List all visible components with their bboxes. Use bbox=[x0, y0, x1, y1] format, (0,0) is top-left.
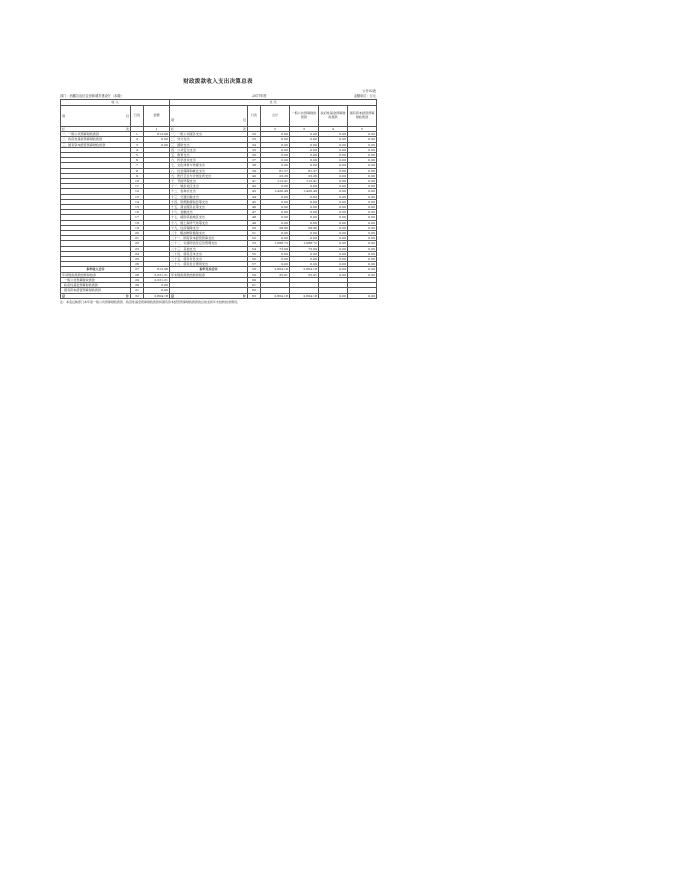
income-line: 17 bbox=[131, 215, 144, 220]
expense-general: 0.00 bbox=[290, 262, 319, 267]
expense-general: 0.00 bbox=[290, 215, 319, 220]
expense-fund: 0.00 bbox=[319, 184, 348, 189]
income-item: 一、一般公共预算财政拨款 bbox=[61, 132, 131, 137]
expense-total: 0.00 bbox=[261, 257, 290, 262]
expense-line: 50 bbox=[248, 225, 261, 230]
expense-fund: 0.00 bbox=[319, 231, 348, 236]
expense-general: 0.00 bbox=[290, 163, 319, 168]
expense-general: 112.41 bbox=[290, 179, 319, 184]
expense-fund: 0.00 bbox=[319, 179, 348, 184]
carry-line: 29 bbox=[131, 277, 144, 282]
income-line: 18 bbox=[131, 220, 144, 225]
income-line: 24 bbox=[131, 251, 144, 256]
expense-general: 81.37 bbox=[290, 168, 319, 173]
expense-line: 36 bbox=[248, 153, 261, 158]
income-total-label: 本年收入合计 bbox=[61, 267, 131, 272]
expense-item: 二十一、国有资本经营预算支出 bbox=[170, 236, 248, 241]
expense-item: 十六、金融支出 bbox=[170, 210, 248, 215]
expense-line: 33 bbox=[248, 137, 261, 142]
expense-general: 73.09 bbox=[290, 246, 319, 251]
expense-line: 57 bbox=[248, 262, 261, 267]
expense-total: 0.00 bbox=[261, 184, 290, 189]
grand-total-expense-label bbox=[170, 293, 248, 298]
carry-expense-general: 35.01 bbox=[290, 272, 319, 277]
expense-total: 112.41 bbox=[261, 179, 290, 184]
expense-total: 0.00 bbox=[261, 199, 290, 204]
expense-line: 40 bbox=[248, 173, 261, 178]
expense-line: 35 bbox=[248, 147, 261, 152]
unit-name: 部门：西藏自治区住房和城乡建设厅（本级） bbox=[60, 94, 124, 98]
report-sheet bbox=[60, 78, 376, 304]
expense-line: 51 bbox=[248, 231, 261, 236]
income-total-amount: 812.98 bbox=[144, 267, 170, 272]
expense-line: 42 bbox=[248, 184, 261, 189]
expense-general: 0.00 bbox=[290, 184, 319, 189]
col-number: 5 bbox=[348, 127, 377, 132]
expense-total: 0.00 bbox=[261, 137, 290, 142]
grand-total-text: 计 bbox=[242, 293, 246, 298]
carry-amount: 2,231.21 bbox=[144, 272, 170, 277]
income-line: 15 bbox=[131, 205, 144, 210]
expense-item: 十八、国土海洋气象等支出 bbox=[170, 220, 248, 225]
expense-capital: 0.00 bbox=[348, 262, 377, 267]
col-label-left bbox=[61, 127, 131, 132]
general-budget-header: 一般公共预算财政拨款 bbox=[290, 106, 319, 127]
expense-fund: 0.00 bbox=[319, 262, 348, 267]
expense-item: 二十四、债务还本支出 bbox=[170, 251, 248, 256]
expense-total: 0.00 bbox=[261, 132, 290, 137]
expense-line: 47 bbox=[248, 210, 261, 215]
expense-item: 二十三、其他支出 bbox=[170, 246, 248, 251]
grand-total-text: 计 bbox=[125, 293, 129, 298]
expense-general: 0.00 bbox=[290, 257, 319, 262]
expense-line: 54 bbox=[248, 246, 261, 251]
expense-capital: 0.00 bbox=[348, 173, 377, 178]
expense-fund: 0.00 bbox=[319, 225, 348, 230]
expense-capital: 0.00 bbox=[348, 199, 377, 204]
expense-item: 十一、城乡社区支出 bbox=[170, 184, 248, 189]
grand-total-text: 总 bbox=[171, 293, 175, 298]
expense-section-header: 支 出 bbox=[170, 100, 377, 106]
expense-total: 0.00 bbox=[261, 262, 290, 267]
expense-item: 八、社会保障和就业支出 bbox=[170, 168, 248, 173]
expense-item: 二十六、债务发行费用支出 bbox=[170, 262, 248, 267]
mu-header-label: 目 bbox=[242, 118, 246, 122]
expense-capital: 0.00 bbox=[348, 231, 377, 236]
expense-item: 十九、住房保障支出 bbox=[170, 225, 248, 230]
expense-fund: 0.00 bbox=[319, 163, 348, 168]
expense-fund: 0.00 bbox=[319, 220, 348, 225]
expense-total: 0.00 bbox=[261, 158, 290, 163]
expense-item: 六、科学技术支出 bbox=[170, 158, 248, 163]
income-line: 26 bbox=[131, 262, 144, 267]
column-header-row bbox=[61, 106, 377, 127]
carry-expense-line: 61 bbox=[248, 283, 261, 288]
expense-capital: 0.00 bbox=[348, 236, 377, 241]
expense-total: 28.96 bbox=[261, 225, 290, 230]
income-line-header: 行次 bbox=[131, 106, 144, 127]
income-item: 二、政府性基金预算财政拨款 bbox=[61, 137, 131, 142]
expense-general: 0.00 bbox=[290, 142, 319, 147]
carry-expense-line: 60 bbox=[248, 277, 261, 282]
expense-capital: 0.00 bbox=[348, 257, 377, 262]
expense-capital: 0.00 bbox=[348, 241, 377, 246]
expense-capital: 0.00 bbox=[348, 246, 377, 251]
expense-item: 七、文化体育与传媒支出 bbox=[170, 163, 248, 168]
expense-line: 37 bbox=[248, 158, 261, 163]
expense-item: 五、教育支出 bbox=[170, 153, 248, 158]
expense-general: 1,088.73 bbox=[290, 241, 319, 246]
expense-total: 0.00 bbox=[261, 215, 290, 220]
expense-general: 0.00 bbox=[290, 220, 319, 225]
expense-item: 十四、资源勘探信息等支出 bbox=[170, 199, 248, 204]
income-line: 3 bbox=[131, 142, 144, 147]
expense-total: 0.00 bbox=[261, 210, 290, 215]
expense-capital: 0.00 bbox=[348, 225, 377, 230]
income-line: 20 bbox=[131, 231, 144, 236]
amount-unit: 金额单位：万元 bbox=[353, 94, 376, 98]
report-title: 财政拨款收入支出决算总表 bbox=[183, 79, 253, 85]
income-line: 8 bbox=[131, 168, 144, 173]
income-line: 9 bbox=[131, 173, 144, 178]
expense-capital: 0.00 bbox=[348, 147, 377, 152]
income-line: 1 bbox=[131, 132, 144, 137]
carry-item: 年初财政拨款结转和结余 bbox=[61, 272, 131, 277]
expense-fund: 0.00 bbox=[319, 257, 348, 262]
col-number: 1 bbox=[144, 127, 170, 132]
expense-total: 0.00 bbox=[261, 236, 290, 241]
income-line: 21 bbox=[131, 236, 144, 241]
expense-fund: 0.00 bbox=[319, 241, 348, 246]
report-year: 2017年度 bbox=[252, 94, 267, 98]
expense-fund: 0.00 bbox=[319, 251, 348, 256]
expense-general: 0.00 bbox=[290, 153, 319, 158]
income-amount: 0.00 bbox=[144, 142, 170, 147]
expense-item: 四、公共安全支出 bbox=[170, 147, 248, 152]
carry-expense-line: 62 bbox=[248, 288, 261, 293]
form-code: 公开02表 bbox=[362, 89, 376, 93]
grand-total-total: 2,804.18 bbox=[261, 293, 290, 298]
expense-general: 0.00 bbox=[290, 147, 319, 152]
expense-capital: 0.00 bbox=[348, 251, 377, 256]
col-label-text: 栏 bbox=[171, 127, 175, 131]
expense-item: 二、外交支出 bbox=[170, 137, 248, 142]
col-label-text: 次 bbox=[125, 127, 129, 131]
income-amount: 0.00 bbox=[144, 137, 170, 142]
expense-total: 81.37 bbox=[261, 168, 290, 173]
grand-total-row bbox=[61, 293, 377, 298]
expense-total-general: 2,804.18 bbox=[290, 267, 319, 272]
carry-item: 一般公共预算财政拨款 bbox=[61, 277, 131, 282]
grand-total-label bbox=[61, 293, 131, 298]
carry-line: 30 bbox=[131, 283, 144, 288]
expense-line: 32 bbox=[248, 132, 261, 137]
expense-line: 43 bbox=[248, 189, 261, 194]
income-line: 23 bbox=[131, 246, 144, 251]
expense-capital: 0.00 bbox=[348, 163, 377, 168]
expense-general: 0.00 bbox=[290, 194, 319, 199]
expense-capital: 0.00 bbox=[348, 189, 377, 194]
income-line: 7 bbox=[131, 163, 144, 168]
expense-total-capital: 0.00 bbox=[348, 267, 377, 272]
expense-line: 44 bbox=[248, 194, 261, 199]
mu-header-label: 目 bbox=[125, 114, 129, 118]
grand-total-amount: 2,804.18 bbox=[144, 293, 170, 298]
carry-item: 国有资本经营预算财政拨款 bbox=[61, 288, 131, 293]
expense-capital: 0.00 bbox=[348, 153, 377, 158]
expense-line: 56 bbox=[248, 257, 261, 262]
expense-fund: 0.00 bbox=[319, 173, 348, 178]
income-line: 25 bbox=[131, 257, 144, 262]
carry-line: 31 bbox=[131, 288, 144, 293]
expense-general: 0.00 bbox=[290, 132, 319, 137]
grand-total-capital: 0.00 bbox=[348, 293, 377, 298]
expense-fund: 0.00 bbox=[319, 205, 348, 210]
income-line: 14 bbox=[131, 199, 144, 204]
footnote: 注：本表反映部门本年度一般公共预算财政拨款、政府性基金预算财政拨款和国有资本经营预算财政拨款的总收支和年末结转结余情况。 bbox=[60, 299, 241, 304]
carry-expense-line: 59 bbox=[248, 272, 261, 277]
expense-fund: 0.00 bbox=[319, 210, 348, 215]
col-number: 4 bbox=[319, 127, 348, 132]
expense-line: 46 bbox=[248, 205, 261, 210]
expense-fund: 0.00 bbox=[319, 137, 348, 142]
expense-item: 二十、粮油物资储备支出 bbox=[170, 231, 248, 236]
income-line: 12 bbox=[131, 189, 144, 194]
item-header-label: 项 bbox=[62, 114, 66, 118]
grand-total-line: 32 bbox=[131, 293, 144, 298]
income-line: 13 bbox=[131, 194, 144, 199]
gov-fund-header: 政府性基金预算财政拨款 bbox=[319, 106, 348, 127]
income-line: 19 bbox=[131, 225, 144, 230]
expense-total: 0.00 bbox=[261, 205, 290, 210]
income-total-line: 27 bbox=[131, 267, 144, 272]
expense-line: 53 bbox=[248, 241, 261, 246]
expense-line: 55 bbox=[248, 251, 261, 256]
income-amount-header: 金额 bbox=[144, 106, 170, 127]
expense-capital: 0.00 bbox=[348, 215, 377, 220]
expense-fund: 0.00 bbox=[319, 236, 348, 241]
expense-total-fund: 0.00 bbox=[319, 267, 348, 272]
expense-fund: 0.00 bbox=[319, 168, 348, 173]
carry-amount: 0.00 bbox=[144, 288, 170, 293]
expense-total: 0.00 bbox=[261, 231, 290, 236]
expense-line: 38 bbox=[248, 163, 261, 168]
expense-fund: 0.00 bbox=[319, 199, 348, 204]
expense-general: 0.00 bbox=[290, 158, 319, 163]
expense-line: 52 bbox=[248, 236, 261, 241]
expense-capital: 0.00 bbox=[348, 179, 377, 184]
expense-fund: 0.00 bbox=[319, 153, 348, 158]
expense-total: 0.00 bbox=[261, 163, 290, 168]
grand-total-fund: 0.00 bbox=[319, 293, 348, 298]
expense-general: 0.00 bbox=[290, 231, 319, 236]
carry-expense-item: 年末财政拨款结转和结余 bbox=[170, 272, 248, 277]
expense-capital: 0.00 bbox=[348, 220, 377, 225]
expense-total: 0.00 bbox=[261, 147, 290, 152]
expense-total: 0.00 bbox=[261, 251, 290, 256]
expense-line: 48 bbox=[248, 215, 261, 220]
expense-item: 十三、交通运输支出 bbox=[170, 194, 248, 199]
expense-capital: 0.00 bbox=[348, 132, 377, 137]
expense-total-line: 58 bbox=[248, 267, 261, 272]
expense-fund: 0.00 bbox=[319, 132, 348, 137]
income-line: 16 bbox=[131, 210, 144, 215]
expense-total: 0.00 bbox=[261, 142, 290, 147]
income-line: 2 bbox=[131, 137, 144, 142]
total-header: 合计 bbox=[261, 106, 290, 127]
expense-line: 34 bbox=[248, 142, 261, 147]
expense-item: 二十五、债务付息支出 bbox=[170, 257, 248, 262]
grand-total-expense-line: 63 bbox=[248, 293, 261, 298]
state-capital-header: 国有资本经营预算财政拨款 bbox=[348, 106, 377, 127]
item-header-label: 项 bbox=[171, 118, 175, 122]
expense-general: 0.00 bbox=[290, 251, 319, 256]
expense-fund: 0.00 bbox=[319, 147, 348, 152]
expense-item: 二十二、灾害防治及应急管理支出 bbox=[170, 241, 248, 246]
expense-general: 0.00 bbox=[290, 205, 319, 210]
budget-table bbox=[60, 99, 377, 299]
expense-line: 41 bbox=[248, 179, 261, 184]
expense-item: 九、医疗卫生与计划生育支出 bbox=[170, 173, 248, 178]
expense-general: 0.00 bbox=[290, 137, 319, 142]
col-label-text: 栏 bbox=[62, 127, 66, 131]
grand-total-text: 总 bbox=[62, 293, 66, 298]
expense-item: 三、国防支出 bbox=[170, 142, 248, 147]
expense-capital: 0.00 bbox=[348, 205, 377, 210]
grand-total-general: 2,804.18 bbox=[290, 293, 319, 298]
expense-total: 0.00 bbox=[261, 194, 290, 199]
expense-total-label: 本年支出合计 bbox=[170, 267, 248, 272]
carry-amount: 2,231.21 bbox=[144, 277, 170, 282]
expense-line: 49 bbox=[248, 220, 261, 225]
expense-general: 0.00 bbox=[290, 236, 319, 241]
expense-line-header: 行次 bbox=[248, 106, 261, 127]
expense-total: 0.00 bbox=[261, 220, 290, 225]
col-number: 2 bbox=[261, 127, 290, 132]
income-line: 5 bbox=[131, 153, 144, 158]
expense-capital: 0.00 bbox=[348, 210, 377, 215]
expense-fund: 0.00 bbox=[319, 215, 348, 220]
expense-item: 十七、援助其他地区支出 bbox=[170, 215, 248, 220]
expense-item-header bbox=[170, 106, 248, 127]
expense-line: 39 bbox=[248, 168, 261, 173]
expense-total: 1,088.73 bbox=[261, 241, 290, 246]
income-line: 22 bbox=[131, 241, 144, 246]
income-section-header: 收 入 bbox=[61, 100, 170, 106]
income-amount: 812.98 bbox=[144, 132, 170, 137]
report-meta bbox=[60, 86, 376, 99]
col-label-text: 次 bbox=[242, 127, 246, 131]
expense-capital: 0.00 bbox=[348, 158, 377, 163]
expense-fund: 0.00 bbox=[319, 142, 348, 147]
income-item-header bbox=[61, 106, 131, 127]
expense-capital: 0.00 bbox=[348, 137, 377, 142]
expense-total: 0.00 bbox=[261, 153, 290, 158]
carry-expense-fund: 0.00 bbox=[319, 272, 348, 277]
carry-item: 政府性基金预算财政拨款 bbox=[61, 283, 131, 288]
expense-fund: 0.00 bbox=[319, 246, 348, 251]
expense-capital: 0.00 bbox=[348, 168, 377, 173]
expense-total-total: 2,804.18 bbox=[261, 267, 290, 272]
expense-capital: 0.00 bbox=[348, 142, 377, 147]
carry-expense-total: 35.01 bbox=[261, 272, 290, 277]
income-line: 6 bbox=[131, 158, 144, 163]
expense-item: 十五、商业服务业等支出 bbox=[170, 205, 248, 210]
expense-capital: 0.00 bbox=[348, 194, 377, 199]
expense-fund: 0.00 bbox=[319, 189, 348, 194]
expense-general: 1,426.49 bbox=[290, 189, 319, 194]
expense-general: 23.26 bbox=[290, 173, 319, 178]
expense-fund: 0.00 bbox=[319, 194, 348, 199]
expense-general: 28.96 bbox=[290, 225, 319, 230]
carry-expense-capital: 0.00 bbox=[348, 272, 377, 277]
income-line: 11 bbox=[131, 184, 144, 189]
expense-item: 十、节能环保支出 bbox=[170, 179, 248, 184]
income-line: 10 bbox=[131, 179, 144, 184]
expense-line: 45 bbox=[248, 199, 261, 204]
col-number: 3 bbox=[290, 127, 319, 132]
expense-item: 十二、农林水支出 bbox=[170, 189, 248, 194]
expense-item: 一、一般公共服务支出 bbox=[170, 132, 248, 137]
expense-total: 23.26 bbox=[261, 173, 290, 178]
expense-capital: 0.00 bbox=[348, 184, 377, 189]
expense-total: 73.09 bbox=[261, 246, 290, 251]
expense-total: 1,426.49 bbox=[261, 189, 290, 194]
expense-fund: 0.00 bbox=[319, 158, 348, 163]
expense-general: 0.00 bbox=[290, 210, 319, 215]
expense-general: 0.00 bbox=[290, 199, 319, 204]
carry-amount: 0.00 bbox=[144, 283, 170, 288]
income-line: 4 bbox=[131, 147, 144, 152]
income-item: 三、国有资本经营预算财政拨款 bbox=[61, 142, 131, 147]
carry-line: 28 bbox=[131, 272, 144, 277]
